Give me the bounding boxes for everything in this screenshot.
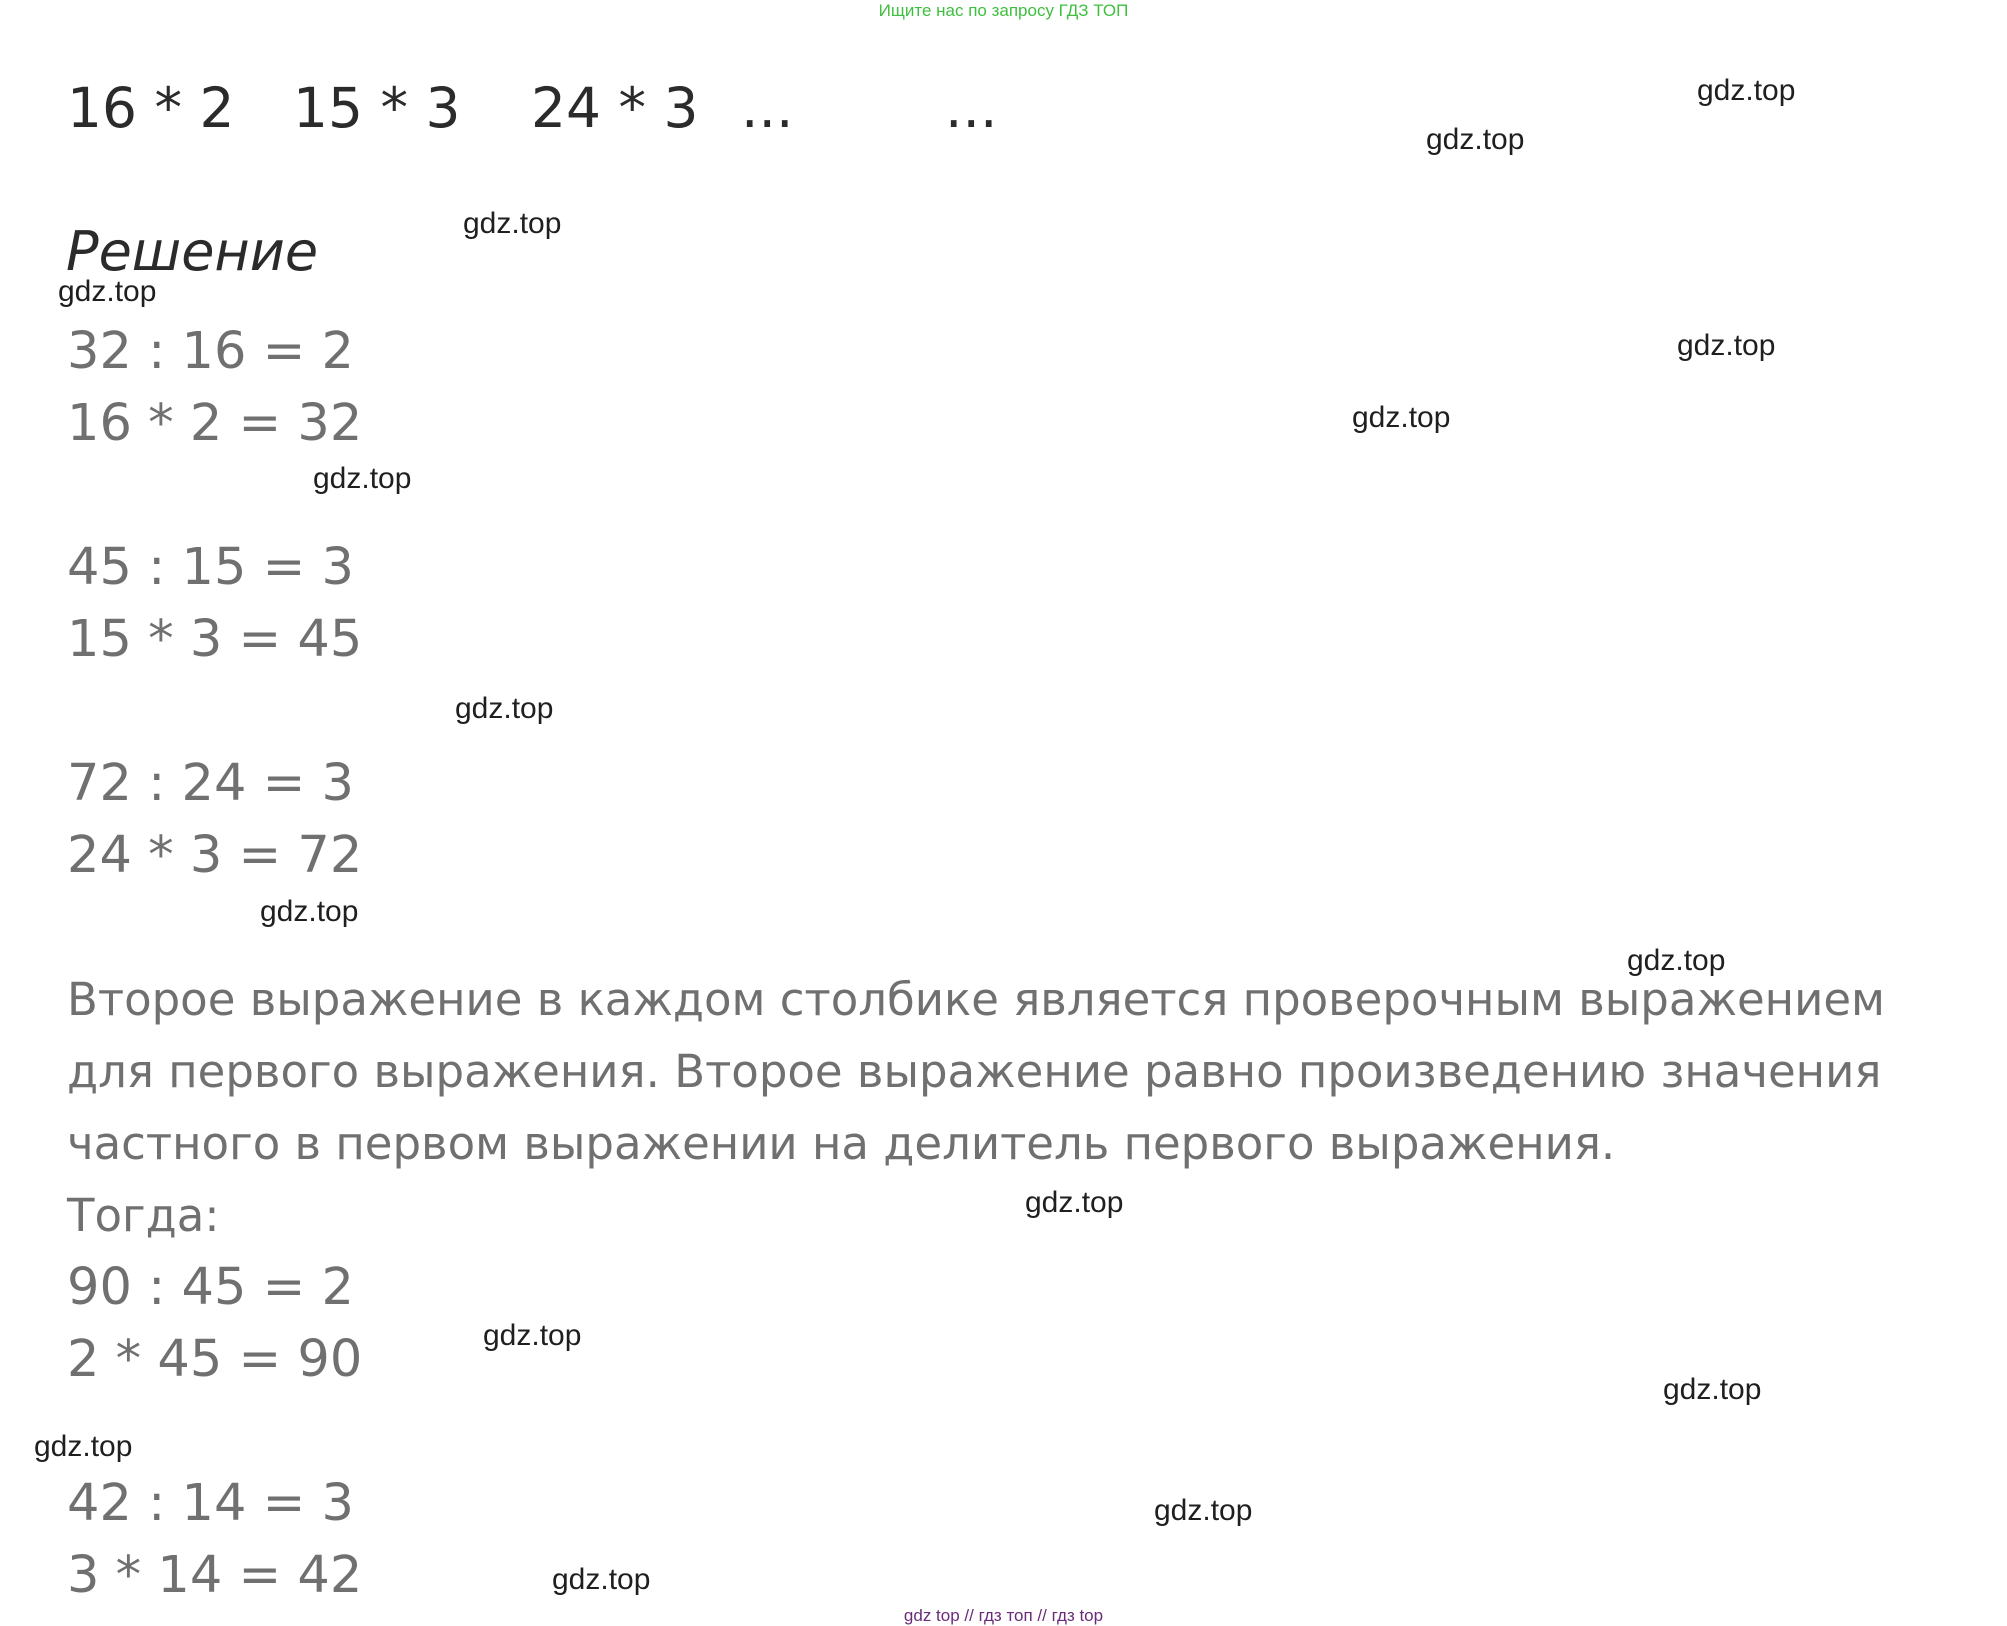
watermark: gdz.top xyxy=(34,1430,133,1463)
watermark: gdz.top xyxy=(58,275,157,308)
task-item: 24 * 3 xyxy=(531,76,699,140)
watermark: gdz.top xyxy=(1677,329,1776,362)
explanation-line: Второе выражение в каждом столбике является проверочным выражением xyxy=(67,973,1885,1026)
watermark: gdz.top xyxy=(552,1563,651,1596)
watermark: gdz.top xyxy=(455,692,554,725)
division-equation: 90 : 45 = 2 xyxy=(67,1258,354,1317)
check-equation: 15 * 3 = 45 xyxy=(67,610,363,669)
watermark: gdz.top xyxy=(1426,123,1525,156)
watermark: gdz.top xyxy=(1352,401,1451,434)
watermark: gdz.top xyxy=(1154,1494,1253,1527)
division-equation: 72 : 24 = 3 xyxy=(67,754,354,813)
task-item: 16 * 2 xyxy=(67,76,235,140)
bottom-footer: gdz top // гдз топ // гдз top xyxy=(903,1606,1104,1625)
watermark: gdz.top xyxy=(1025,1186,1124,1219)
division-equation: 32 : 16 = 2 xyxy=(67,322,354,381)
watermark: gdz.top xyxy=(483,1319,582,1352)
watermark: gdz.top xyxy=(1697,74,1796,107)
top-banner: Ищите нас по запросу ГДЗ ТОП xyxy=(878,1,1129,20)
task-item-ellipsis: ... xyxy=(741,76,794,140)
then-label: Тогда: xyxy=(67,1189,220,1242)
task-item: 15 * 3 xyxy=(293,76,461,140)
watermark: gdz.top xyxy=(260,895,359,928)
watermark: gdz.top xyxy=(1627,944,1726,977)
division-equation: 42 : 14 = 3 xyxy=(67,1474,354,1533)
solution-heading: Решение xyxy=(66,220,319,283)
check-equation: 3 * 14 = 42 xyxy=(67,1546,363,1605)
watermark: gdz.top xyxy=(463,207,562,240)
check-equation: 24 * 3 = 72 xyxy=(67,826,363,885)
watermark: gdz.top xyxy=(313,462,412,495)
task-item-ellipsis: ... xyxy=(945,76,998,140)
check-equation: 16 * 2 = 32 xyxy=(67,394,363,453)
division-equation: 45 : 15 = 3 xyxy=(67,538,354,597)
check-equation: 2 * 45 = 90 xyxy=(67,1330,363,1389)
explanation-line: для первого выражения. Второе выражение равно произведению значения xyxy=(67,1045,1882,1098)
watermark: gdz.top xyxy=(1663,1373,1762,1406)
explanation-line: частного в первом выражении на делитель первого выражения. xyxy=(67,1117,1616,1170)
